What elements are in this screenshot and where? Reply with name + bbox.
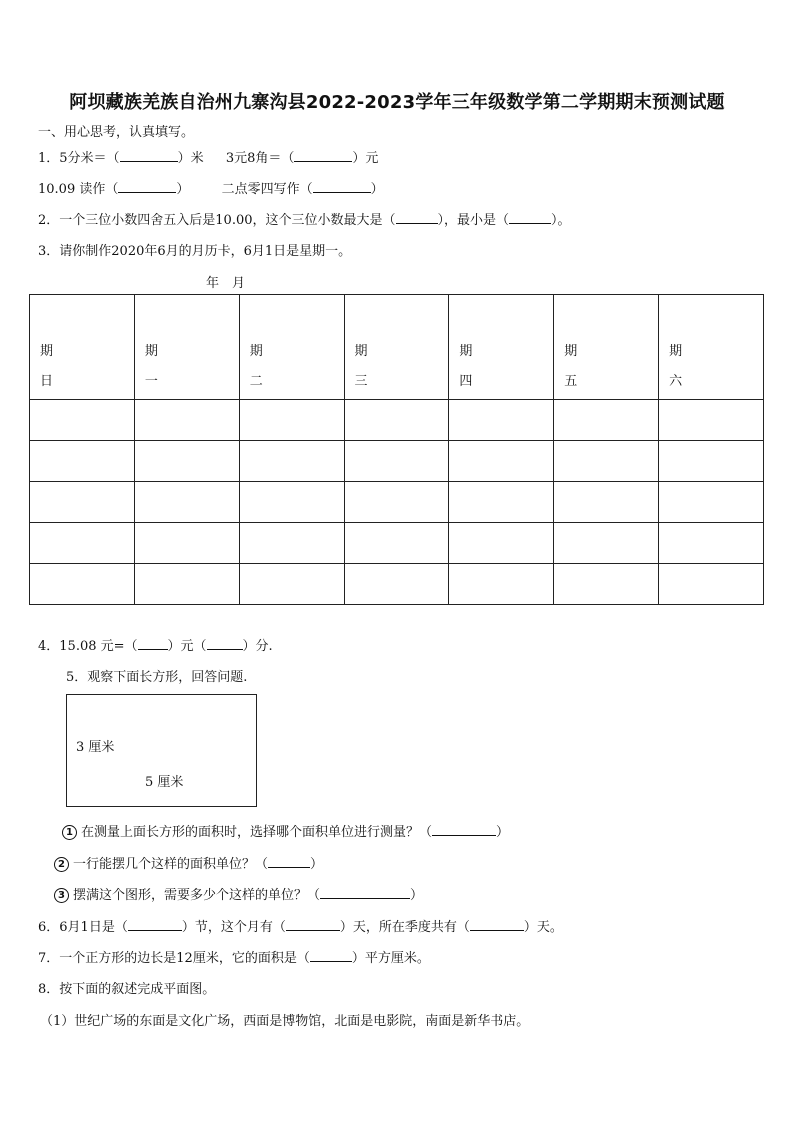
- answer-blank[interactable]: [286, 918, 340, 931]
- calendar-cell[interactable]: [344, 400, 449, 441]
- calendar-row: [30, 441, 764, 482]
- calendar-cell[interactable]: [449, 400, 554, 441]
- answer-blank[interactable]: [138, 637, 168, 650]
- calendar-cell[interactable]: [344, 564, 449, 605]
- calendar-cell[interactable]: [134, 564, 239, 605]
- calendar-cell[interactable]: [30, 482, 135, 523]
- rectangle-height-label: 3 厘米: [76, 740, 115, 755]
- q1-b-prefix: 3元8角＝（: [225, 151, 295, 166]
- calendar-cell[interactable]: [134, 523, 239, 564]
- q1-b-suffix: ）元: [352, 151, 379, 166]
- q2-suffix: ）。: [551, 213, 571, 228]
- question-8-sub-1: （1）世纪广场的东面是文化广场，西面是博物馆，北面是电影院，南面是新华书店。: [40, 1014, 530, 1029]
- calendar-cell[interactable]: [344, 441, 449, 482]
- question-5-sub-3: 3 摆满这个图形，需要多少个这样的单位？（ ）: [54, 884, 423, 903]
- q1-a-suffix: ）米: [177, 151, 204, 166]
- answer-blank[interactable]: [470, 918, 524, 931]
- calendar-cell[interactable]: [449, 564, 554, 605]
- question-2: [38, 209, 571, 228]
- q4-suffix: ）分.: [242, 639, 273, 654]
- q1-a-prefix: 5分米＝（: [59, 151, 120, 166]
- calendar-row: [30, 564, 764, 605]
- calendar-cell[interactable]: [239, 400, 344, 441]
- calendar-cell[interactable]: [449, 523, 554, 564]
- question-6: 6．6月1日是（ ）节，这个月有（ ）天，所在季度共有（ ）天。: [38, 920, 563, 935]
- calendar-cell[interactable]: [30, 441, 135, 482]
- answer-blank[interactable]: [207, 637, 243, 650]
- calendar-header-cell: 期 五: [554, 295, 659, 400]
- question-4: [38, 635, 273, 654]
- answer-blank[interactable]: [432, 823, 496, 836]
- circled-number-1: 1: [62, 825, 77, 840]
- calendar-cell[interactable]: [554, 482, 659, 523]
- calendar-cell[interactable]: [239, 441, 344, 482]
- calendar-row: [30, 482, 764, 523]
- answer-blank[interactable]: [509, 211, 551, 224]
- rectangle-width-label: 5 厘米: [145, 775, 184, 790]
- question-1-line-1: [38, 147, 378, 166]
- calendar-cell[interactable]: [449, 482, 554, 523]
- calendar-cell[interactable]: [239, 564, 344, 605]
- answer-blank[interactable]: [310, 949, 352, 962]
- question-5-sub-2: 2 一行能摆几个这样的面积单位？（ ）: [54, 853, 323, 872]
- calendar-table: [29, 294, 764, 605]
- calendar-cell[interactable]: [344, 482, 449, 523]
- answer-blank[interactable]: [118, 180, 176, 193]
- calendar-cell[interactable]: [344, 523, 449, 564]
- q2-prefix: 2．一个三位小数四舍五入后是10.00，这个三位小数最大是（: [38, 213, 396, 228]
- answer-blank[interactable]: [320, 886, 410, 899]
- answer-blank[interactable]: [396, 211, 438, 224]
- calendar-cell[interactable]: [554, 400, 659, 441]
- q1-d-suffix: ）: [370, 182, 384, 197]
- calendar-cell[interactable]: [30, 564, 135, 605]
- question-5: 5．观察下面长方形，回答问题.: [66, 670, 248, 685]
- calendar-cell[interactable]: [134, 441, 239, 482]
- calendar-cell[interactable]: [659, 441, 764, 482]
- calendar-header-row: [30, 295, 764, 400]
- circled-number-2: 2: [54, 857, 69, 872]
- calendar-cell[interactable]: [554, 523, 659, 564]
- calendar-cell[interactable]: [554, 441, 659, 482]
- answer-blank[interactable]: [294, 149, 352, 162]
- q1-c-suffix: ）: [176, 182, 190, 197]
- calendar-cell[interactable]: [239, 482, 344, 523]
- circled-number-3: 3: [54, 888, 69, 903]
- answer-blank[interactable]: [268, 855, 310, 868]
- q2-middle: ），最小是（: [437, 213, 510, 228]
- calendar-header-cell: 期 一: [134, 295, 239, 400]
- answer-blank[interactable]: [128, 918, 182, 931]
- question-7: 7．一个正方形的边长是12厘米，它的面积是（ ）平方厘米。: [38, 951, 430, 966]
- calendar-row: [30, 523, 764, 564]
- calendar-cell[interactable]: [659, 523, 764, 564]
- calendar-row: [30, 400, 764, 441]
- calendar-header-cell: 期 四: [449, 295, 554, 400]
- page-title: 阿坝藏族羌族自治州九寨沟县2022-2023学年三年级数学第二学期期末预测试题: [69, 92, 725, 113]
- q1-c-prefix: 10.09 读作（: [38, 182, 119, 197]
- q1-d-prefix: 二点零四写作（: [221, 182, 313, 197]
- q4-prefix: 4．15.08 元=（: [38, 639, 138, 654]
- calendar-cell[interactable]: [554, 564, 659, 605]
- calendar-cell[interactable]: [659, 400, 764, 441]
- calendar-cell[interactable]: [449, 441, 554, 482]
- q1-number: 1．: [38, 151, 60, 166]
- section-heading: 一、用心思考，认真填写。: [38, 125, 195, 140]
- calendar-header-cell: 期 日: [30, 295, 135, 400]
- calendar-header-cell: 期 六: [659, 295, 764, 400]
- question-3: 3．请你制作2020年6月的月历卡，6月1日是星期一。: [38, 244, 352, 259]
- question-1-line-2: [38, 178, 384, 197]
- q4-middle: ）元（: [167, 639, 207, 654]
- answer-blank[interactable]: [313, 180, 371, 193]
- calendar-header-cell: 期 二: [239, 295, 344, 400]
- calendar-cell[interactable]: [30, 523, 135, 564]
- calendar-cell[interactable]: [659, 564, 764, 605]
- calendar-cell[interactable]: [134, 482, 239, 523]
- answer-blank[interactable]: [120, 149, 178, 162]
- question-8: 8．按下面的叙述完成平面图。: [38, 982, 216, 997]
- question-5-sub-1: 1 在测量上面长方形的面积时，选择哪个面积单位进行测量？（ ）: [62, 821, 509, 840]
- calendar-cell[interactable]: [239, 523, 344, 564]
- calendar-cell[interactable]: [659, 482, 764, 523]
- calendar-caption: 年 月: [206, 276, 246, 291]
- calendar-header-cell: 期 三: [344, 295, 449, 400]
- calendar-cell[interactable]: [30, 400, 135, 441]
- calendar-cell[interactable]: [134, 400, 239, 441]
